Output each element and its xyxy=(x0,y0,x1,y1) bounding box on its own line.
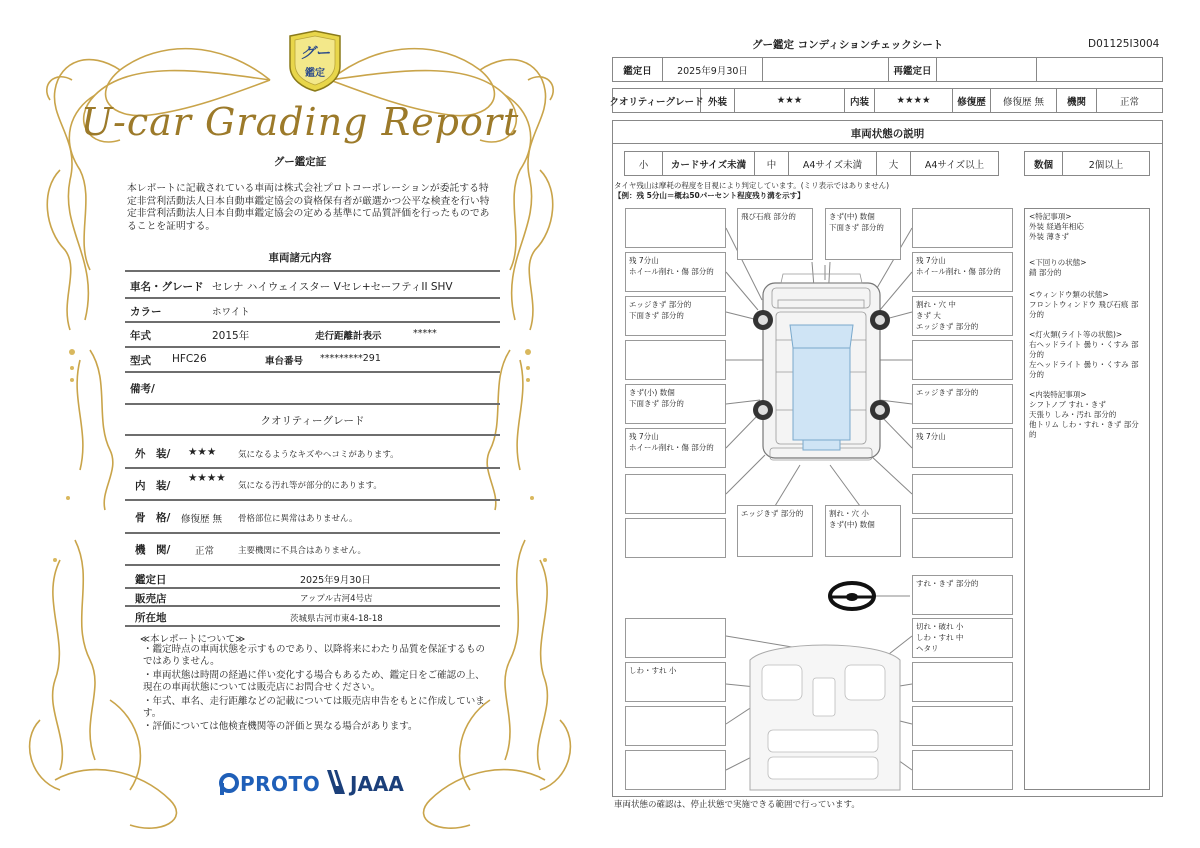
divider xyxy=(125,321,500,323)
date-label: 鑑定日 xyxy=(613,58,663,81)
color-value: ホワイト xyxy=(212,307,250,318)
frame-label: 骨 格/ xyxy=(135,512,171,524)
color-label: カラー xyxy=(130,306,162,318)
interior-item: シフトノブ すれ・きず xyxy=(1029,400,1106,409)
count-desc: 2個以上 xyxy=(1088,159,1124,171)
divider xyxy=(125,270,500,272)
label-box xyxy=(625,618,726,658)
size-mid-desc: A4サイズ未満 xyxy=(789,152,877,175)
divider xyxy=(125,605,500,607)
certificate-subtitle: グー鑑定証 xyxy=(273,156,327,168)
label-box xyxy=(912,750,1013,790)
divider xyxy=(125,467,500,469)
int-stars: ★★★★ xyxy=(875,89,953,112)
seat-front-label: 切れ・破れ 小 しわ・すれ 中 ヘタリ xyxy=(912,618,1013,658)
jaaa-logo-text: JAAA xyxy=(350,772,404,796)
divider xyxy=(125,564,500,566)
int-label: 内装 xyxy=(845,89,875,112)
frame-value: 修復歴 無 xyxy=(181,514,223,525)
engine-text: 主要機関に不具合はありません。 xyxy=(238,546,367,556)
special-item: 外装 経過年相応 xyxy=(1029,222,1084,231)
size-small-desc: カードサイズ未満 xyxy=(663,152,755,175)
sheet-title: グー鑑定 コンディションチェックシート xyxy=(752,39,944,51)
label-box xyxy=(912,518,1013,558)
shop-value: アップル古河4号店 xyxy=(300,594,373,604)
window-title: <ウィンドウ類の状態> xyxy=(1029,290,1109,299)
shop-label: 販売店 xyxy=(135,593,167,605)
notes-panel xyxy=(1024,208,1150,790)
document-id: D01125I3004 xyxy=(1088,38,1160,50)
label-box xyxy=(625,474,726,514)
interior-item: 天張り しみ・汚れ 部分的 xyxy=(1029,410,1117,419)
divider xyxy=(125,499,500,501)
ext-label: 外装 xyxy=(701,89,735,112)
about-item-3: ・年式、車名、走行距離などの記載については販売店申告をもとに作成しています。 xyxy=(143,696,485,719)
section-title: 車両状態の説明 xyxy=(850,128,925,140)
interior-label: 内 装/ xyxy=(135,480,171,492)
date-value: 2025年9月30日 xyxy=(663,58,763,81)
light-title: <灯火類(ライト等の状態)> xyxy=(1029,330,1123,339)
label-box xyxy=(625,208,726,248)
quality-title: クオリティーグレード xyxy=(260,415,365,427)
model-value: HFC26 xyxy=(172,353,207,365)
bottom-mid-left-label: エッジきず 部分的 xyxy=(737,505,813,557)
left-rear-tire-label: 残 7分山 ホイール削れ・傷 部分的 xyxy=(625,428,726,468)
about-item-2: ・車両状態は時間の経過に伴い変化する場合もあるため、鑑定日をご確認の上、現在の車両状態については販売店にお問合せください。 xyxy=(143,670,485,693)
label-box xyxy=(912,208,1013,248)
divider xyxy=(125,625,500,627)
proto-logo-icon xyxy=(218,772,240,796)
window-item: フロントウィンドウ 飛び石痕 部分的 xyxy=(1029,300,1139,319)
date-value: 2025年9月30日 xyxy=(300,575,371,586)
label-box xyxy=(625,340,726,380)
intro-paragraph: 本レポートに記載されている車両は株式会社プロトコーポレーションが委託する特定非営利活動法人日本自動車鑑定協会の資格保有者が厳選かつ公平な検査を行い特定非営利活動法人日本自動車鑑定協会の定める基準にて品質評価を行ったものであることを証明する。 xyxy=(127,183,490,232)
seat-left-label: しわ・すれ 小 xyxy=(625,662,726,702)
exterior-label: 外 装/ xyxy=(135,448,171,460)
exterior-text: 気になるようなキズやヘコミがあります。 xyxy=(238,450,399,460)
notes-label: 備考/ xyxy=(130,383,155,395)
ext-stars: ★★★ xyxy=(735,89,845,112)
right-mid-label: エッジきず 部分的 xyxy=(912,384,1013,424)
redate-label: 再鑑定日 xyxy=(889,58,937,81)
count-label: 数個 xyxy=(1025,152,1063,175)
interior-text: 気になる汚れ等が部分的にあります。 xyxy=(238,481,382,491)
label-box xyxy=(912,706,1013,746)
steering-label: すれ・きず 部分的 xyxy=(912,575,1013,615)
year-value: 2015年 xyxy=(212,330,250,342)
interior-title: <内装特記事項> xyxy=(1029,390,1087,399)
engine-value: 正常 xyxy=(195,546,215,557)
label-box xyxy=(912,340,1013,380)
label-box xyxy=(625,706,726,746)
label-box xyxy=(625,750,726,790)
light-item: 右ヘッドライト 曇り・くすみ 部分的 xyxy=(1029,340,1139,359)
engine-value: 正常 xyxy=(1119,96,1139,108)
under-item: 錆 部分的 xyxy=(1029,268,1062,277)
engine-label: 機関 xyxy=(1057,89,1097,112)
proto-logo-text: PROTO xyxy=(240,772,321,796)
report-title: U-car Grading Report xyxy=(80,100,520,144)
sheet-footer: 車両状態の確認は、停止状態で実施できる範囲で行っています。 xyxy=(614,800,860,810)
light-item: 左ヘッドライト 曇り・くすみ 部分的 xyxy=(1029,360,1139,379)
specs-title: 車両諸元内容 xyxy=(268,252,332,264)
label-box xyxy=(912,662,1013,702)
frame-text: 骨格部位に異常はありません。 xyxy=(238,514,358,524)
about-item-4: ・評価については他検査機関等の評価と異なる場合があります。 xyxy=(143,721,418,732)
size-large-desc: A4サイズ以上 xyxy=(924,159,985,171)
exterior-stars: ★★★ xyxy=(188,446,217,458)
about-title: ≪本レポートについて≫ xyxy=(140,634,246,645)
right-front-label: 割れ・穴 中 きず 大 エッジきず 部分的 xyxy=(912,296,1013,336)
chassis-value: *********291 xyxy=(320,353,381,364)
divider xyxy=(125,297,500,299)
badge-bottom-text: 鑑定 xyxy=(305,68,325,79)
label-box xyxy=(912,474,1013,514)
size-small: 小 xyxy=(625,152,663,175)
bottom-mid-right-label: 割れ・穴 小 きず(中) 数個 xyxy=(825,505,901,557)
divider xyxy=(125,346,500,348)
name-value: セレナ ハイウェイスター Vセレ+セーフティII SHV xyxy=(212,281,453,293)
top-mid-right-label: きず(中) 数個 下面きず 部分的 xyxy=(825,208,901,260)
special-title: <特記事項> xyxy=(1029,212,1072,221)
divider xyxy=(125,434,500,436)
tire-note-2: 【例：残 5分山＝概ね50パーセント程度残り溝を示す】 xyxy=(614,191,805,200)
top-mid-left-label: 飛び石痕 部分的 xyxy=(737,208,813,260)
about-item-1: ・鑑定時点の車両状態を示すものであり、以降将来にわたり品質を保証するものではありません。 xyxy=(143,644,486,667)
repair-value: 修復歴 無 xyxy=(991,89,1057,112)
repair-label: 修復歴 xyxy=(953,89,991,112)
badge-top-text: グー xyxy=(299,44,330,62)
steering-icon xyxy=(830,583,874,609)
address-value: 茨城県古河市東4-18-18 xyxy=(290,614,383,624)
left-front-tire-label: 残 7分山 ホイール削れ・傷 部分的 xyxy=(625,252,726,292)
special-item: 外装 薄きず xyxy=(1029,232,1069,241)
size-mid: 中 xyxy=(755,152,789,175)
interior-item: 他トリム しわ・すれ・きず 部分的 xyxy=(1029,420,1139,439)
jaaa-logo-icon xyxy=(325,768,347,796)
name-label: 車名・グレード xyxy=(130,281,204,293)
mileage-label: 走行距離計表示 xyxy=(315,331,382,342)
size-large: 大 xyxy=(877,152,911,175)
divider xyxy=(125,532,500,534)
left-front-label: エッジきず 部分的 下面きず 部分的 xyxy=(625,296,726,336)
interior-stars: ★★★★ xyxy=(188,472,226,484)
address-label: 所在地 xyxy=(135,612,167,624)
under-title: <下回りの状態> xyxy=(1029,258,1087,267)
engine-label: 機 関/ xyxy=(135,544,171,556)
divider xyxy=(125,587,500,589)
chassis-label: 車台番号 xyxy=(265,356,304,367)
model-label: 型式 xyxy=(130,355,151,367)
left-mid-label: きず(小) 数個 下面きず 部分的 xyxy=(625,384,726,424)
divider xyxy=(125,371,500,373)
year-label: 年式 xyxy=(130,330,151,342)
right-front-tire-label: 残 7分山 ホイール削れ・傷 部分的 xyxy=(912,252,1013,292)
condition-sheet xyxy=(600,0,1200,848)
label-box xyxy=(625,518,726,558)
mileage-value: ***** xyxy=(413,328,437,339)
tire-note-1: タイヤ残山は摩耗の程度を目視により判定しています。(ミリ表示ではありません) xyxy=(614,181,890,190)
date-label: 鑑定日 xyxy=(135,574,167,586)
divider xyxy=(125,403,500,405)
right-rear-tire-label: 残 7分山 xyxy=(912,428,1013,468)
qg-label: クオリティーグレード xyxy=(613,89,701,112)
